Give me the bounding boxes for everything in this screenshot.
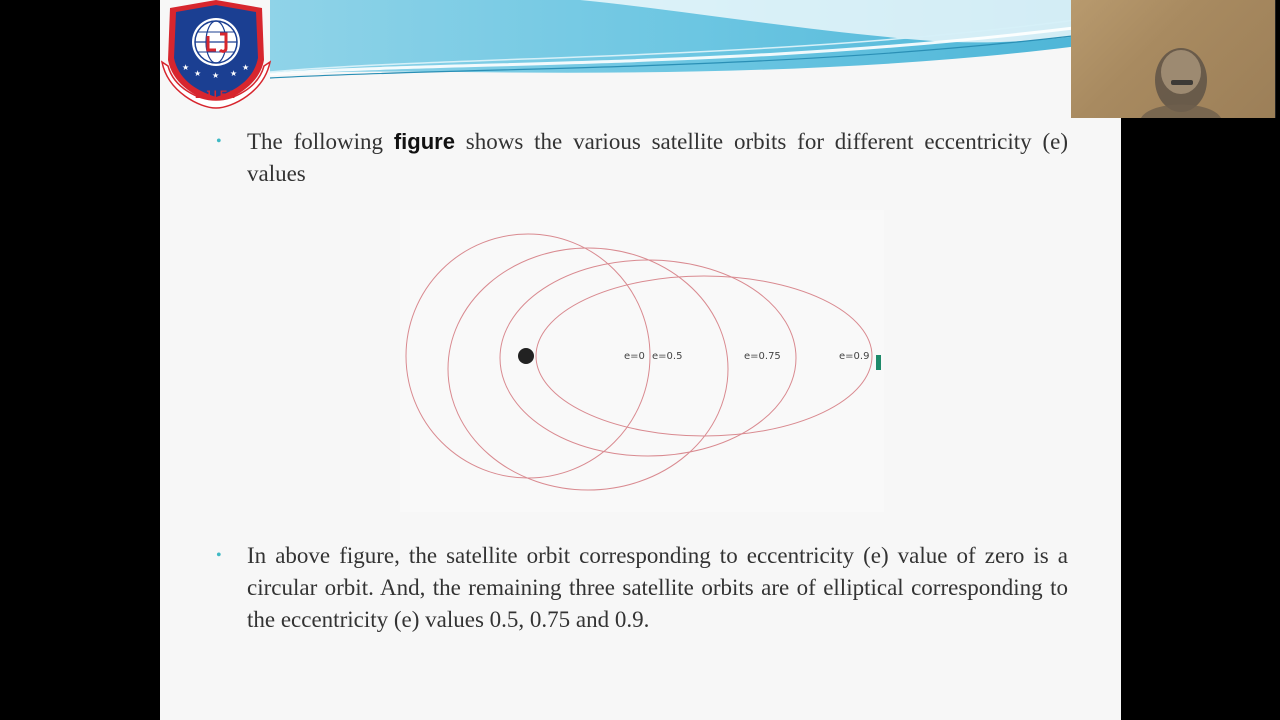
bullet-2 (216, 540, 1068, 636)
bullet-1-text-end: shows the various satellite orbits for different eccentricity (e) values (247, 129, 1069, 186)
bullet-1-bold-word: figure (393, 129, 455, 154)
bullet-dot-icon: • (216, 547, 222, 564)
label-e075: e=0.75 (744, 351, 781, 362)
bullet-dot-icon: • (216, 133, 222, 150)
bullet-1-text (247, 126, 1068, 190)
orbit-figure (400, 210, 884, 512)
presenter-webcam (1071, 0, 1276, 118)
bullet-1 (216, 126, 1068, 190)
orbit-ellipse-e05 (448, 248, 728, 490)
svg-text:★: ★ (212, 71, 220, 80)
bullet-2-text: In above figure, the satellite orbit corresponding to eccentricity (e) value of zero is a circular orbit. And, the remaining three satellite orbits are of elliptical corresponding to the eccentricity (e) values 0.5, 0.75 and 0.9. (247, 543, 1068, 632)
bullet-1-text-start: The following (247, 129, 394, 154)
planet-dot (518, 348, 534, 364)
logo-text: L J I E T (195, 89, 237, 101)
cursor-marker (876, 355, 881, 370)
svg-text:★: ★ (194, 69, 202, 78)
label-e05: e=0.5 (652, 351, 683, 362)
orbit-ellipse-e09 (536, 276, 872, 436)
svg-text:★: ★ (242, 63, 250, 72)
label-e0: e=0 (624, 351, 645, 362)
svg-text:★: ★ (182, 63, 190, 72)
header-wave-banner (160, 0, 1121, 120)
presenter-silhouette (1071, 0, 1275, 118)
college-logo (160, 0, 272, 110)
label-e09: e=0.9 (839, 351, 870, 362)
svg-text:★: ★ (230, 69, 238, 78)
slide (160, 0, 1121, 720)
